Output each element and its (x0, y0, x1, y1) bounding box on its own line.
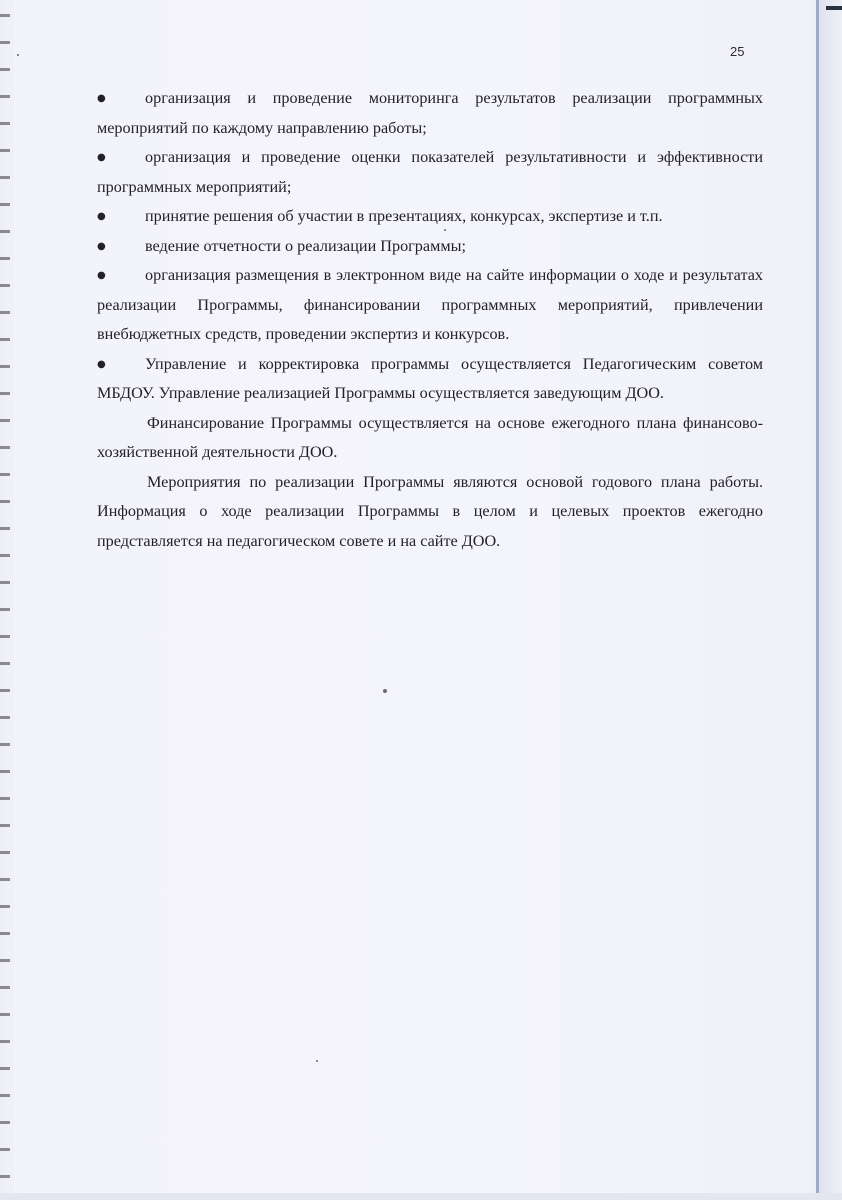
binding-holes (0, 0, 10, 1200)
bullet-item (97, 84, 763, 143)
page-edge-shadow (819, 0, 842, 1200)
page-number: 25 (730, 44, 745, 59)
scan-speck (316, 1060, 318, 1062)
bullet-item (97, 350, 763, 409)
bullet-icon: ● (97, 152, 106, 163)
bullet-item (97, 261, 763, 350)
corner-mark (826, 6, 842, 10)
bullet-icon: ● (97, 358, 106, 370)
bullet-text: Управление и корректировка программы осуществляется Педагогическим советом МБДОУ. Управление реализацией Программы осуществляется заведующим ДОО. (97, 354, 763, 402)
scan-speck (383, 689, 387, 693)
bottom-edge (0, 1193, 842, 1200)
document-body (97, 84, 763, 556)
bullet-icon: ● (97, 211, 106, 222)
body-paragraph: Финансирование Программы осуществляется на основе ежегодного плана финансово-хозяйственной деятельности ДОО. (97, 413, 763, 461)
bullet-text: организация размещения в электронном виде на сайте информации о ходе и результатах реализации Программы, финансировании программных мероприятий, привлечении внебюджетных средств, проведении экспертиз и конкурсов. (97, 266, 763, 343)
scan-speck (17, 54, 19, 56)
bullet-text: организация и проведение мониторинга результатов реализации программных мероприятий по каждому направлению работы; (97, 89, 763, 137)
bullet-item (97, 202, 763, 232)
bullet-icon: ● (97, 270, 106, 281)
bullet-item (97, 232, 763, 262)
body-paragraph: Мероприятия по реализации Программы являются основой годового плана работы. Информация о ходе реализации Программы в целом и целевых проектов ежегодно представляется на педагогическом совете и на сайте ДОО. (97, 472, 763, 550)
bullet-icon: ● (97, 93, 106, 104)
bullet-text: организация и проведение оценки показателей результативности и эффективности программных мероприятий; (97, 148, 763, 196)
bullet-item (97, 143, 763, 202)
scan-speck (444, 229, 446, 231)
bullet-text: ведение отчетности о реализации Программы; (145, 236, 466, 255)
bullet-text: принятие решения об участии в презентациях, конкурсах, экспертизе и т.п. (145, 207, 663, 225)
bullet-icon: ● (97, 240, 106, 252)
